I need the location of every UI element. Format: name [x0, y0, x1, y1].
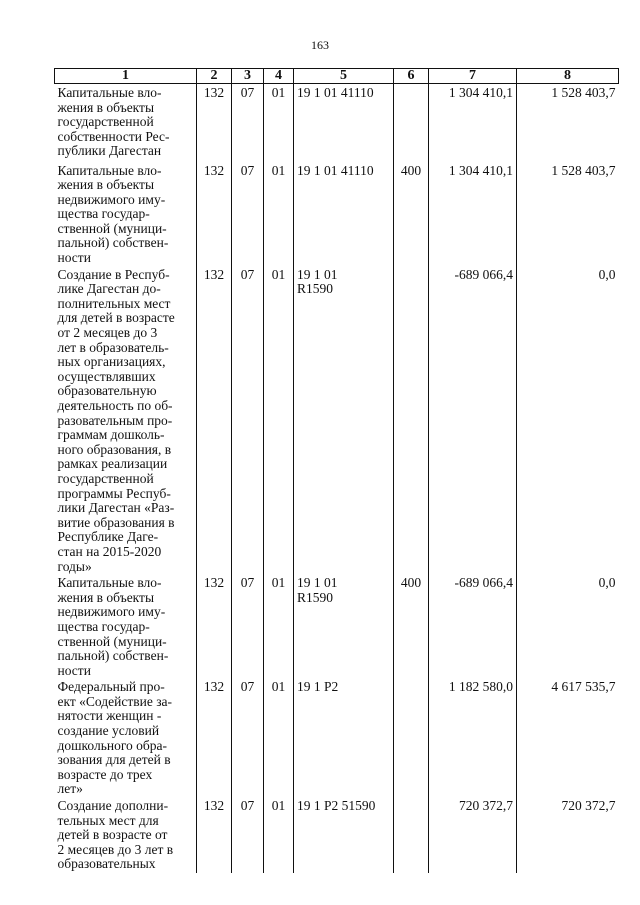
row-name: Создание в Респуб- лике Дагестан до- полнительных мест для детей в возрасте от 2 месяцев до 3 лет в образователь- ных организациях, осуществлявших образовательную деятельность по об- разовательным про- граммам дошколь- ного образования, в рамках реализации государственной программы Респуб- лики Дагестан «Раз- витие образования в Республике Даге- стан на 2015-2020 годы»: [57, 266, 175, 574]
row-subsection-code: 07: [232, 266, 264, 574]
table-row: [55, 84, 619, 162]
row-target-code: 19 1 01 R1590: [294, 266, 394, 574]
row-item-code: 01: [264, 678, 294, 797]
row-target-code: 19 1 01 41110: [294, 162, 394, 266]
row-subsection-code: 07: [232, 162, 264, 266]
row-expense-type: [394, 84, 429, 162]
table-row: [55, 797, 619, 873]
row-amount-1: -689 066,4: [429, 574, 517, 678]
row-expense-type: [394, 678, 429, 797]
row-subsection-code: 07: [232, 574, 264, 678]
row-item-code: 01: [264, 797, 294, 873]
row-amount-2: 1 528 403,7: [517, 162, 619, 266]
row-subsection-code: 07: [232, 797, 264, 873]
col-header-8: 8: [517, 69, 619, 84]
row-amount-1: 1 304 410,1: [429, 162, 517, 266]
row-amount-1: 720 372,7: [429, 797, 517, 873]
row-name: Федеральный про- ект «Содействие за- нятости женщин - создание условий дошкольного обра- зования для детей в возрасте до трех лет»: [57, 679, 173, 797]
row-amount-1: 1 182 580,0: [429, 678, 517, 797]
row-section-code: 132: [197, 678, 232, 797]
col-header-2: 2: [197, 69, 232, 84]
col-header-3: 3: [232, 69, 264, 84]
row-expense-type: [394, 797, 429, 873]
row-item-code: 01: [264, 266, 294, 574]
row-target-code: 19 1 01 41110: [294, 84, 394, 162]
row-amount-2: 4 617 535,7: [517, 678, 619, 797]
row-amount-2: 720 372,7: [517, 797, 619, 873]
table-row: [55, 574, 619, 678]
row-amount-2: 1 528 403,7: [517, 84, 619, 162]
row-name: Капитальные вло- жения в объекты недвижимого иму- щества государ- ственной (муници- пальной) собствен- ности: [57, 575, 169, 678]
row-target-code: 19 1 P2 51590: [294, 797, 394, 873]
row-subsection-code: 07: [232, 84, 264, 162]
row-name: Капитальные вло- жения в объекты недвижимого иму- щества государ- ственной (муници- пальной) собствен- ности: [57, 162, 169, 266]
row-amount-1: 1 304 410,1: [429, 84, 517, 162]
row-expense-type: [394, 266, 429, 574]
table-row: [55, 162, 619, 266]
page-number: 163: [311, 38, 329, 52]
row-expense-type: 400: [394, 574, 429, 678]
row-name: Создание дополни- тельных мест для детей в возрасте от 2 месяцев до 3 лет в образовательных: [57, 798, 174, 872]
row-section-code: 132: [197, 84, 232, 162]
row-section-code: 132: [197, 574, 232, 678]
row-amount-2: 0,0: [517, 266, 619, 574]
row-section-code: 132: [197, 797, 232, 873]
row-item-code: 01: [264, 162, 294, 266]
row-name: Капитальные вло- жения в объекты государственной собственности Рес- публики Дагестан: [57, 85, 170, 159]
row-section-code: 132: [197, 162, 232, 266]
row-target-code: 19 1 01 R1590: [294, 574, 394, 678]
row-amount-2: 0,0: [517, 574, 619, 678]
row-amount-1: -689 066,4: [429, 266, 517, 574]
row-subsection-code: 07: [232, 678, 264, 797]
table-body: [55, 84, 619, 874]
col-header-1: 1: [55, 69, 197, 84]
row-expense-type: 400: [394, 162, 429, 266]
header-row: [55, 69, 619, 84]
row-item-code: 01: [264, 574, 294, 678]
table-row: [55, 678, 619, 797]
col-header-6: 6: [394, 69, 429, 84]
row-item-code: 01: [264, 84, 294, 162]
budget-table: [54, 68, 619, 873]
table-row: [55, 266, 619, 574]
row-section-code: 132: [197, 266, 232, 574]
col-header-5: 5: [294, 69, 394, 84]
row-target-code: 19 1 P2: [294, 678, 394, 797]
col-header-7: 7: [429, 69, 517, 84]
col-header-4: 4: [264, 69, 294, 84]
